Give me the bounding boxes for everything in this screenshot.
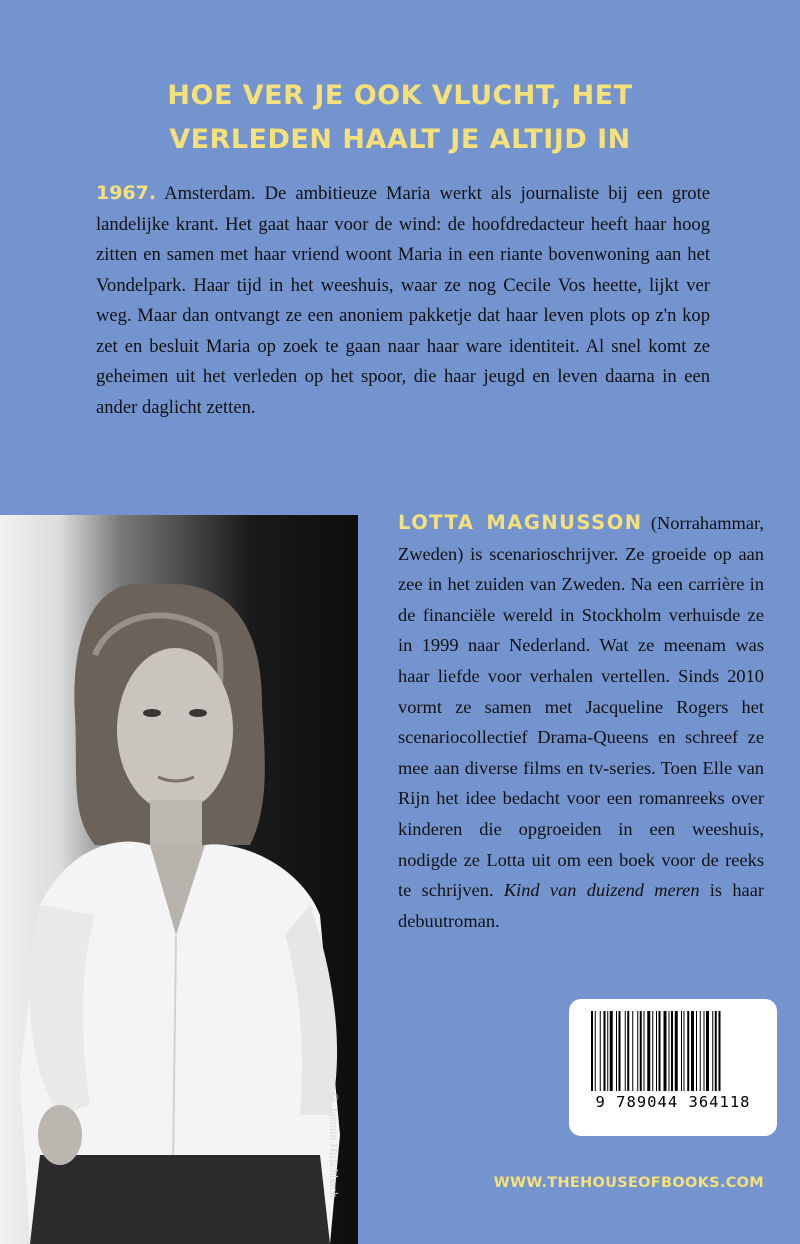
barcode-bar xyxy=(591,1011,593,1091)
author-portrait-illustration xyxy=(0,515,358,1244)
barcode-bar xyxy=(610,1011,613,1091)
photo-credit: © Jasmin Hirschbach xyxy=(327,1090,341,1198)
barcode-bar xyxy=(656,1011,657,1091)
barcode-bar xyxy=(706,1011,709,1091)
headline-line-1: HOE VER JE OOK VLUCHT, HET xyxy=(167,80,633,111)
barcode-bar xyxy=(675,1011,678,1091)
barcode-bar xyxy=(691,1011,694,1091)
barcode-bar xyxy=(671,1011,673,1091)
barcode-bar xyxy=(652,1011,653,1091)
barcode-bar xyxy=(644,1011,645,1091)
barcode-bar xyxy=(681,1011,682,1091)
bio-text: (Norrahammar, Zweden) is scenarioschrijver. Ze groeide op aan zee in het zuiden van Zweden. Na een carrière in de financiële wereld in Stockholm verhuisde ze in 1999 naar Nederland. Wat ze meenam was haar liefde voor verhalen vertellen. Sinds 2010 vormt ze samen met Jacqueline Rogers het scenariocollectief Drama-Queens en schreef ze mee aan diverse films en tv-series. Toen Elle van Rijn het idee bedacht voor een romanreeks over kinderen die opgroeiden in een weeshuis, nodigde ze Lotta uit om een boek voor de reeks te schrijven. xyxy=(398,513,764,901)
website-url: WWW.THEHOUSEOFBOOKS.COM xyxy=(493,1175,764,1191)
barcode-bar xyxy=(627,1011,629,1091)
barcode-bar xyxy=(600,1011,601,1091)
barcode-bar xyxy=(632,1011,633,1091)
barcode-bars xyxy=(591,1011,755,1091)
barcode-bar xyxy=(704,1011,705,1091)
author-photo xyxy=(0,515,358,1244)
book-title: Kind van duizend meren xyxy=(503,880,700,901)
barcode-bar xyxy=(616,1011,617,1091)
synopsis-paragraph xyxy=(96,178,710,423)
author-name: LOTTA MAGNUSSON xyxy=(398,511,643,534)
synopsis-text: Amsterdam. De ambitieuze Maria werkt als journaliste bij een grote landelijke krant. Het gaat haar voor de wind: de hoofdredacteur heeft haar hoog zitten en samen met haar vriend woont Maria in een riante bovenwoning aan het Vondelpark. Haar tijd in het weeshuis, waar ze nog Cecile Vos heette, lijkt ver weg. Maar dan ontvangt ze een anoniem pakketje dat haar leven plots op z'n kop zet en besluit Maria op zoek te gaan naar haar ware identiteit. Al snel komt ze geheimen uit het verleden op het spoor, die haar jeugd en leven daarna in een ander daglicht zetten. xyxy=(96,183,710,418)
headline xyxy=(0,74,800,162)
barcode-bar xyxy=(669,1011,670,1091)
barcode-bar xyxy=(719,1011,721,1091)
barcode-bar xyxy=(625,1011,626,1091)
barcode-bar xyxy=(696,1011,697,1091)
barcode-bar xyxy=(595,1011,596,1091)
synopsis-year: 1967. xyxy=(96,182,157,204)
barcode-bar xyxy=(700,1011,701,1091)
barcode-bar xyxy=(687,1011,689,1091)
bio-text-end: is haar debuutroman. xyxy=(398,880,764,931)
barcode-bar xyxy=(637,1011,638,1091)
barcode-bar xyxy=(712,1011,713,1091)
barcode-bar xyxy=(640,1011,642,1091)
barcode-bar xyxy=(619,1011,621,1091)
barcode-bar xyxy=(715,1011,717,1091)
isbn-barcode xyxy=(569,999,777,1136)
barcode-bar xyxy=(684,1011,685,1091)
headline-line-2: VERLEDEN HAALT JE ALTIJD IN xyxy=(169,124,631,155)
author-bio xyxy=(398,508,764,936)
barcode-bar xyxy=(664,1011,667,1091)
barcode-bar xyxy=(607,1011,608,1091)
barcode-digits: 9 789044 364118 xyxy=(595,1093,751,1111)
barcode-bar xyxy=(647,1011,650,1091)
barcode-bar xyxy=(604,1011,606,1091)
barcode-bar xyxy=(659,1011,661,1091)
